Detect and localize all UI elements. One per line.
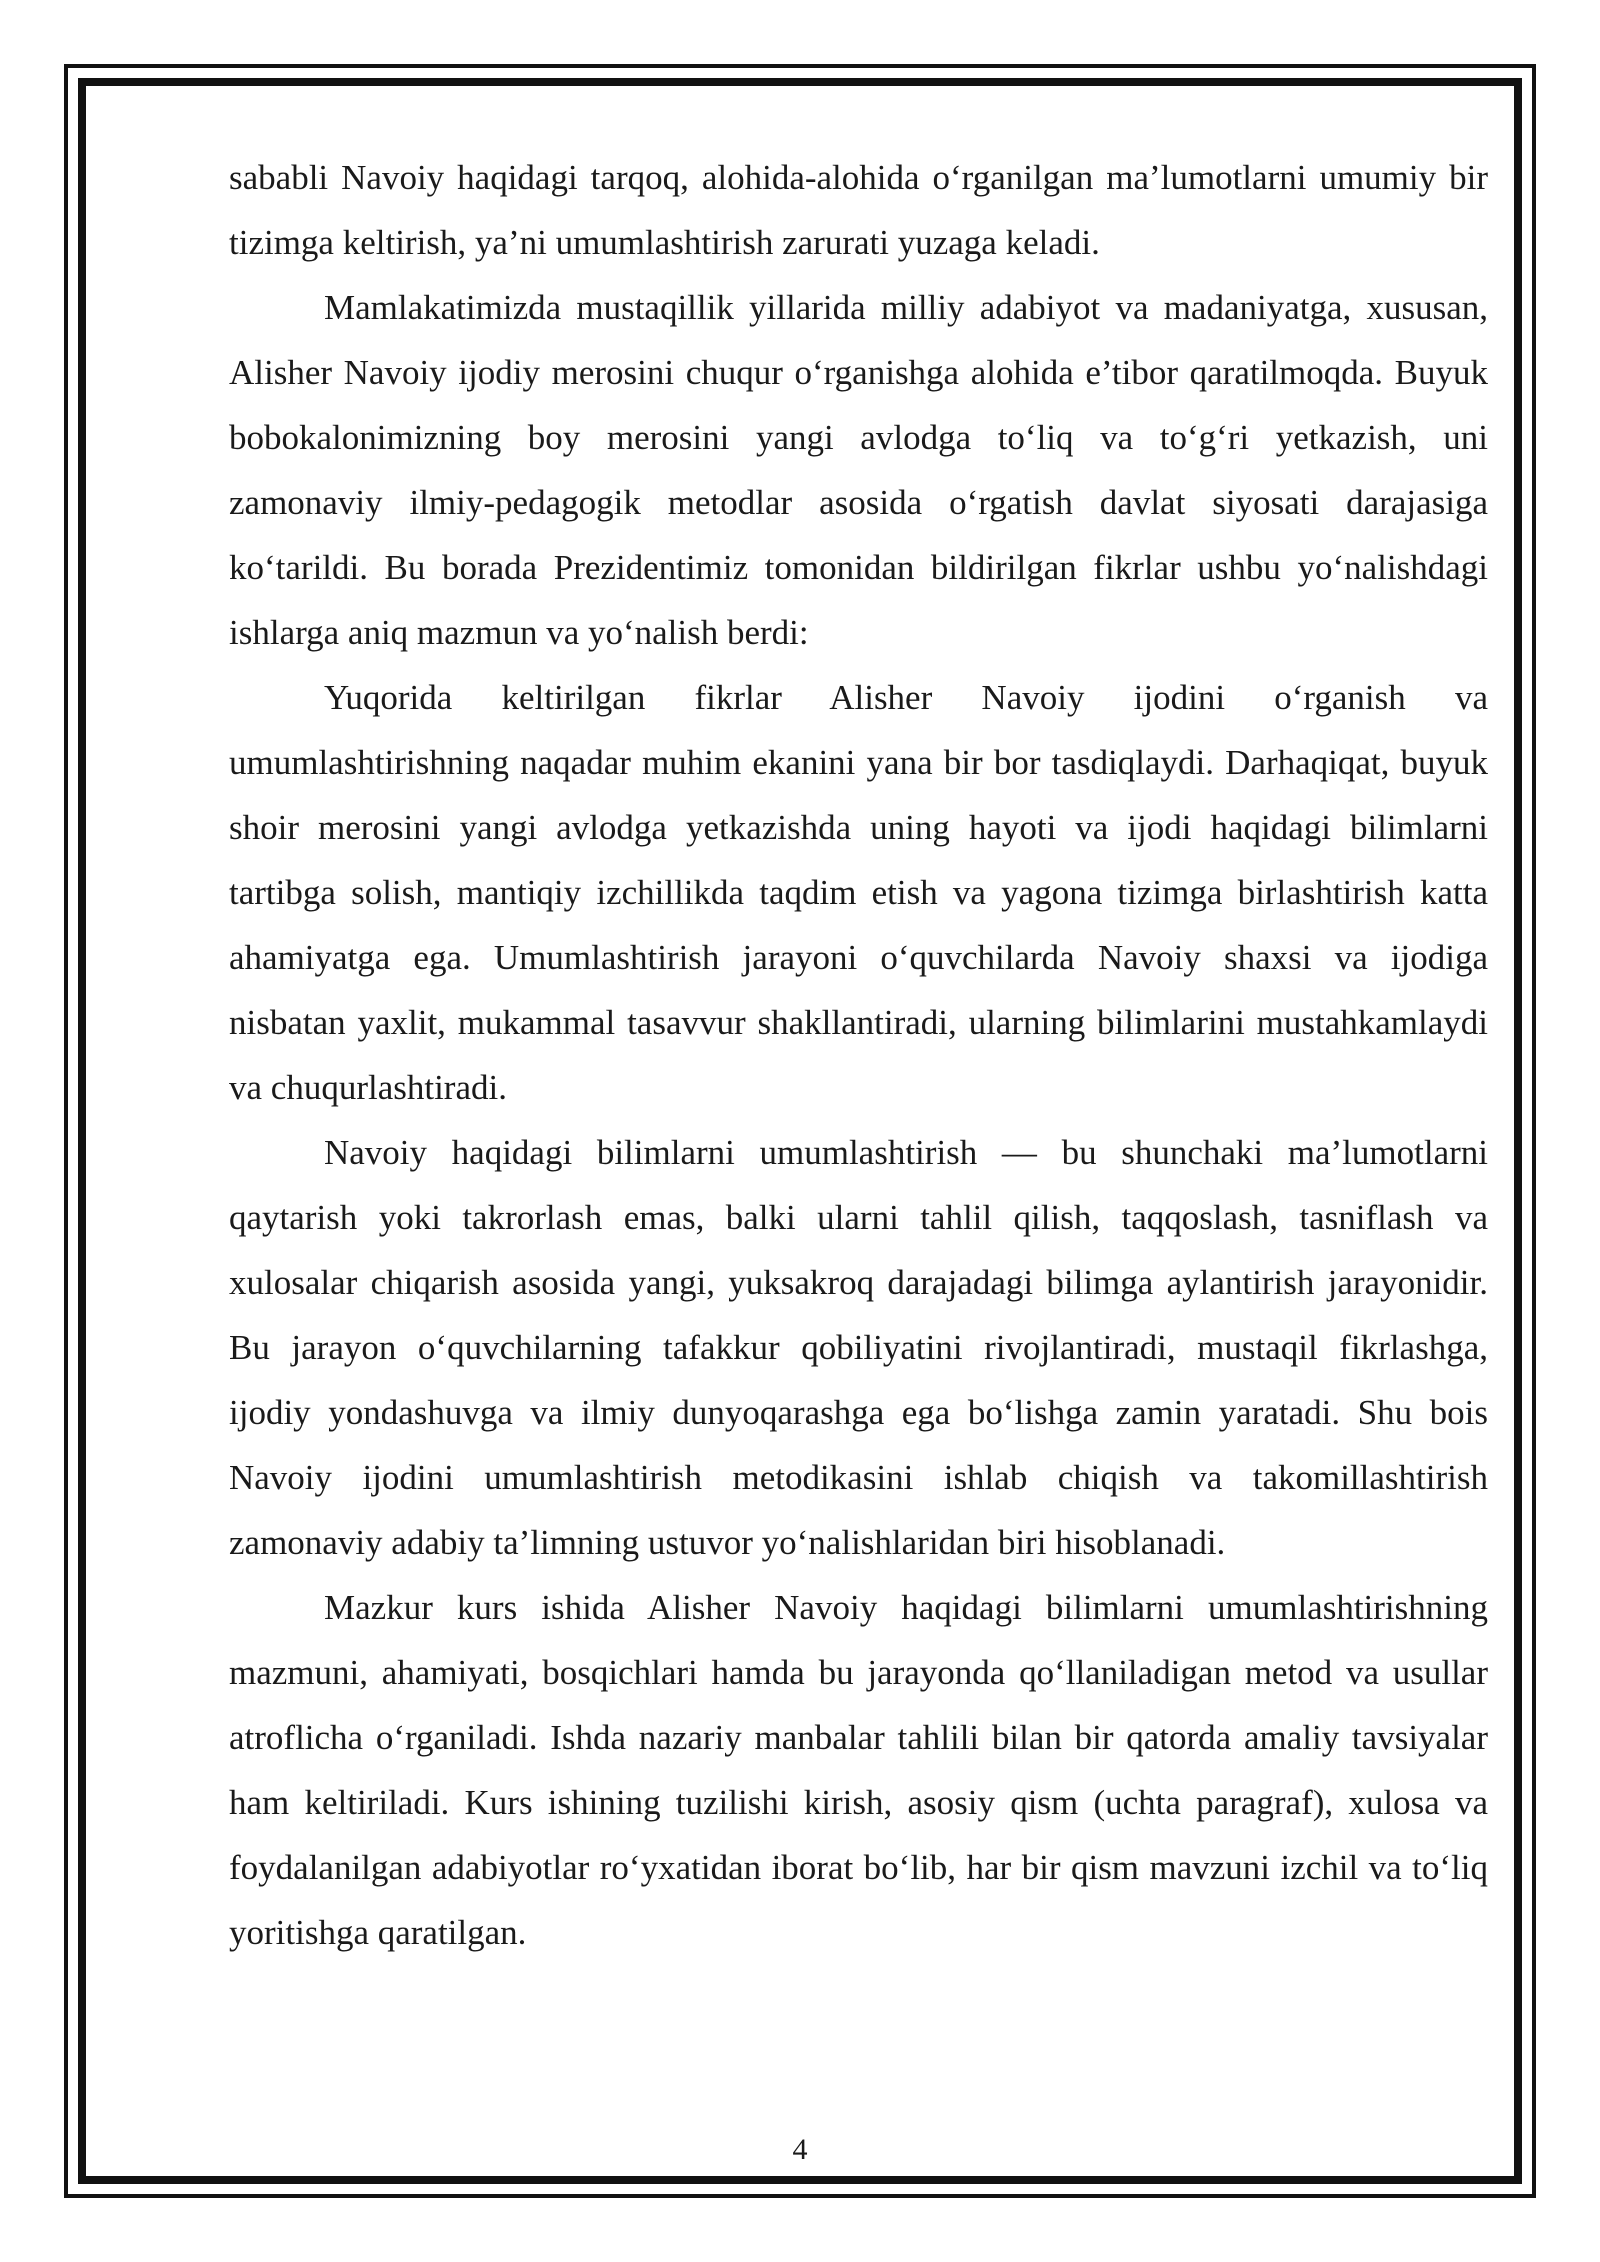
paragraph: Mamlakatimizda mustaqillik yillarida milliy adabiyot va madaniyatga, xususan, Alisher Navoiy ijodiy merosini chuqur o‘rganishga alohida e’tibor qaratilmoqda. Buyuk bobokalonimizning boy merosini yangi avlodga to‘liq va to‘g‘ri yetkazish, uni zamonaviy ilmiy-pedagogik metodlar asosida o‘rgatish davlat siyosati darajasiga ko‘tarildi. Bu borada Prezidentimiz tomonidan bildirilgan fikrlar ushbu yo‘nalishdagi ishlarga aniq mazmun va yo‘nalish berdi: [229,288,1488,652]
paragraph: Yuqorida keltirilgan fikrlar Alisher Navoiy ijodini o‘rganish va umumlashtirishning naqadar muhim ekanini yana bir bor tasdiqlaydi. Darhaqiqat, buyuk shoir merosini yangi avlodga yetkazishda uning hayoti va ijodi haqidagi bilimlarni tartibga solish, mantiqiy izchillikda taqdim etish va yagona tizimga birlashtirish katta ahamiyatga ega. Umumlashtirish jarayoni o‘quvchilarda Navoiy shaxsi va ijodiga nisbatan yaxlit, mukammal tasavvur shakllantiradi, ularning bilimlarini mustahkamlaydi va chuqurlashtiradi. [229,678,1488,1107]
paragraph-continuation: sababli Navoiy haqidagi tarqoq, alohida-alohida o‘rganilgan ma’lumotlarni umumiy bir tizimga keltirish, ya’ni umumlashtirish zarurati yuzaga keladi. [229,158,1488,262]
paragraph: Navoiy haqidagi bilimlarni umumlashtirish — bu shunchaki ma’lumotlarni qaytarish yoki takrorlash emas, balki ularni tahlil qilish, taqqoslash, tasniflash va xulosalar chiqarish asosida yangi, yuksakroq darajadagi bilimga aylantirish jarayonidir. Bu jarayon o‘quvchilarning tafakkur qobiliyatini rivojlantiradi, mustaqil fikrlashga, ijodiy yondashuvga va ilmiy dunyoqarashga ega bo‘lishga zamin yaratadi. Shu bois Navoiy ijodini umumlashtirish metodikasini ishlab chiqish va takomillashtirish zamonaviy adabiy ta’limning ustuvor yo‘nalishlaridan biri hisoblanadi. [229,1133,1488,1562]
paragraph: Mazkur kurs ishida Alisher Navoiy haqidagi bilimlarni umumlashtirishning mazmuni, ahamiyati, bosqichlari hamda bu jarayonda qo‘llaniladigan metod va usullar atroflicha o‘rganiladi. Ishda nazariy manbalar tahlili bilan bir qatorda amaliy tavsiyalar ham keltiriladi. Kurs ishining tuzilishi kirish, asosiy qism (uchta paragraf), xulosa va foydalanilgan adabiyotlar ro‘yxatidan iborat bo‘lib, har bir qism mavzuni izchil va to‘liq yoritishga qaratilgan. [229,1588,1488,1952]
page-number: 4 [792,2133,808,2166]
document-body [229,145,1488,1965]
